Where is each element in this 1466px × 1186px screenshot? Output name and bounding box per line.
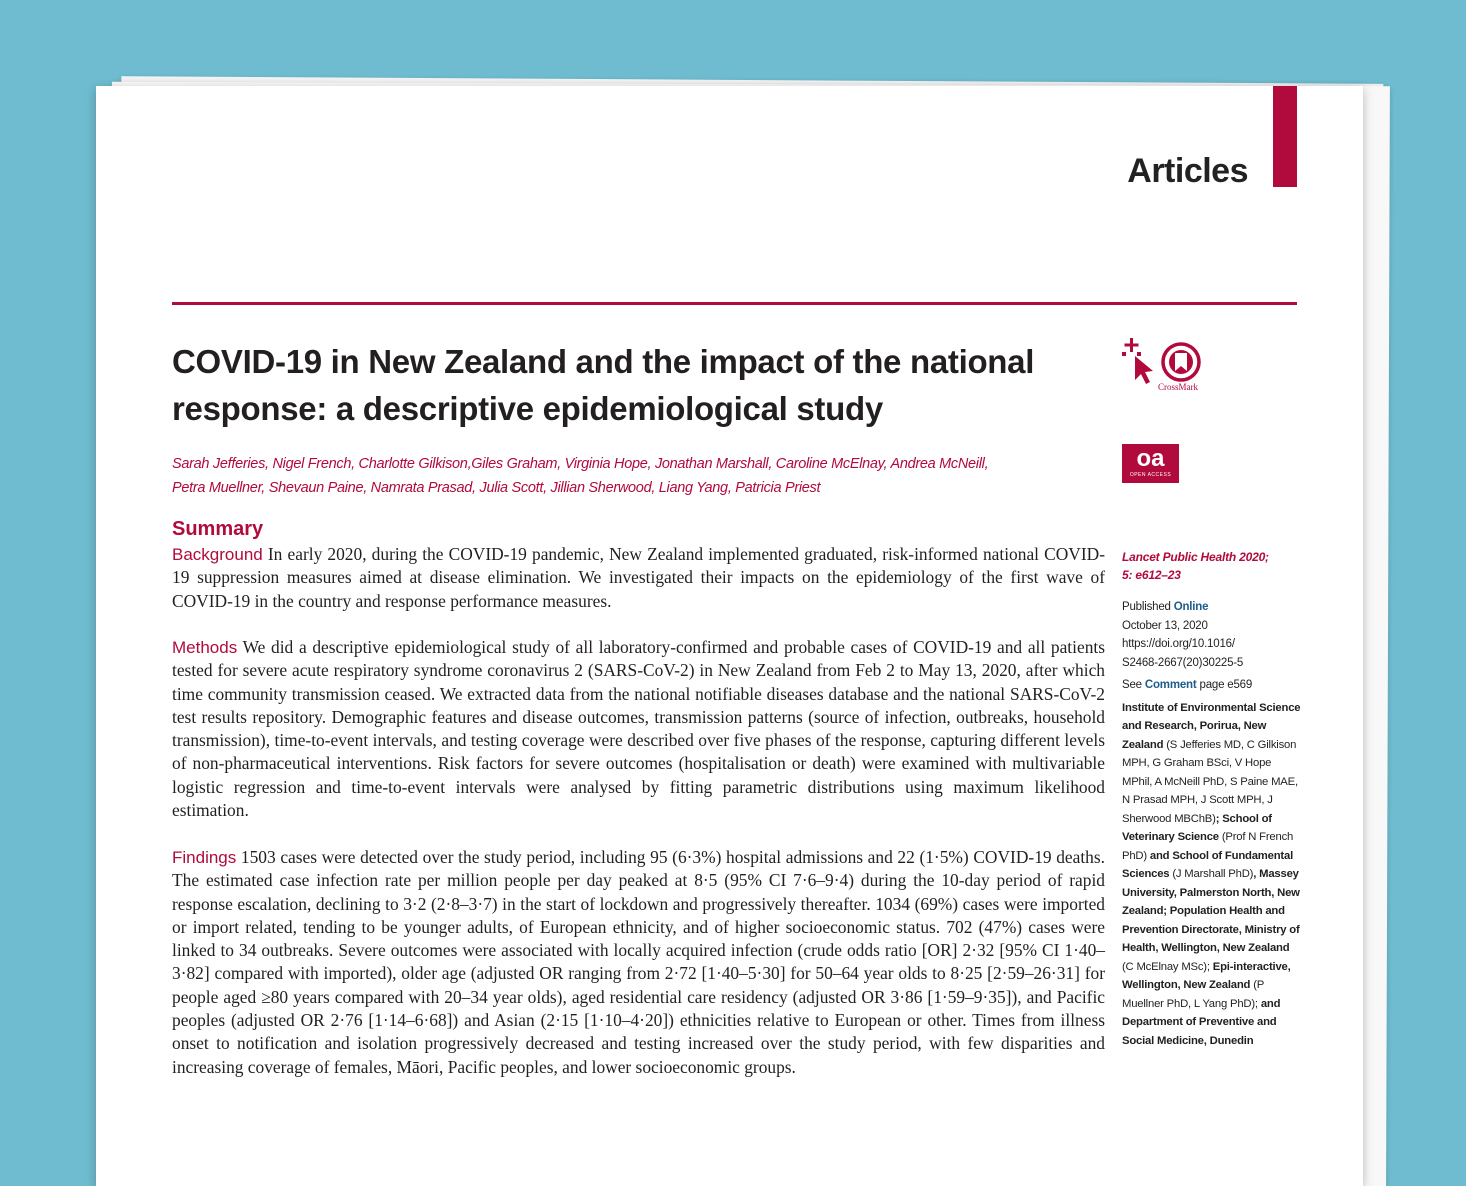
section-tab [1273,86,1297,187]
abstract-findings [172,846,1105,1079]
author-list [172,452,1072,500]
citation [1122,548,1302,584]
article-sidebar [1122,548,1302,1050]
authors-line-1: Sarah Jefferies, Nigel French, Charlotte Gilkison,Giles Graham, Virginia Hope, Jonathan Marshall, Caroline McElnay, Andrea McNeill, [172,456,989,472]
publication-info [1122,598,1302,672]
findings-text: 1503 cases were detected over the study period, including 95 (6·3%) hospital admissions and 22 (1·5%) COVID-19 deaths. The estimated case infection rate per million people per day peaked at 8·5 (95% CI 7·6–9·4) during the 10-day period of rapid response escalation, declining to 3·2 (2·8–3·7) in the start of lockdown and progressively thereafter. 1034 (69%) cases were imported or import related, tending to be younger adults, of European ethnicity, and of higher socioeconomic status. 702 (47%) cases were linked to 34 outbreaks. Severe outcomes were associated with locally acquired infection (crude odds ratio [OR] 2·32 [95% CI 1·40–3·82] compared with imported), older age (adjusted OR ranging from 2·72 [1·40–5·30] for 50–64 year olds to 8·25 [2·59–26·31] for people aged ≥80 years compared with 20–34 year olds), aged residential care residency (adjusted OR 3·86 [1·59–9·35]), and Pacific peoples (adjusted OR 2·76 [1·14–6·68]) and Asian (2·15 [1·10–4·20]) ethnicities relative to European or other. Times from illness onset to notification and isolation progressively decreased and testing increased over the study period, with few disparities and increasing coverage of females, Māori, Pacific peoples, and lower socioeconomic groups. [172,847,1105,1077]
published-prefix: Published [1122,601,1174,613]
methods-heading: Methods [172,638,238,657]
background-heading: Background [172,545,263,564]
oa-text: oa [1136,445,1165,472]
open-access-badge [1122,444,1179,483]
citation-volume: 5: e612–23 [1122,568,1181,582]
affiliations: Institute of Environmental Science and Research, Porirua, New Zealand (S Jefferies MD, C Gilkison MPH, G Graham BSci, V Hope MPhil, A McNeill PhD, S Paine MAE, N Prasad MPH, J Scott MPH, J Sherwood MBChB); School of Veterinary Science (Prof N French PhD) and School of Fundamental Sciences (J Marshall PhD), Massey University, Palmerston North, New Zealand; Population Health and Prevention Directorate, Ministry of Health, Wellington, New Zealand (C McElnay MSc); Epi-interactive, Wellington, New Zealand (P Muellner PhD, L Yang PhD); and Department of Preventive and Social Medicine, Dunedin [1122,701,1301,1047]
published-date: October 13, 2020 [1122,619,1208,632]
abstract-background [172,543,1105,613]
oa-subtext: OPEN ACCESS [1129,472,1172,478]
citation-journal: Lancet Public Health 2020; [1122,550,1269,564]
authors-line-2: Petra Muellner, Shevaun Paine, Namrata Prasad, Julia Scott, Jillian Sherwood, Liang Yang, Patricia Priest [172,480,821,496]
article-title: COVID-19 in New Zealand and the impact of the national response: a descriptive epidemiological study [172,343,1035,427]
published-line [1122,598,1302,617]
findings-heading: Findings [172,848,237,867]
comment-link[interactable]: Comment [1144,679,1197,691]
see-comment: See Comment page e569 [1122,679,1253,691]
summary-heading: Summary [172,518,264,540]
crossmark-label: CrossMark [1158,382,1198,392]
title-rule [172,302,1297,305]
published-online: Online [1173,601,1209,613]
doi-link[interactable]: https://doi.org/10.1016/ S2468-2667(20)30225-5 [1122,638,1244,669]
section-label: Articles [1127,152,1248,190]
methods-text: We did a descriptive epidemiological study of all laboratory-confirmed and probable cases of COVID-19 and all patients tested for severe acute respiratory syndrome coronavirus 2 (SARS-CoV-2) in New Zealand from Feb 2 to May 13, 2020, after which time community transmission ceased. We extracted data from the national notifiable diseases database and the national SARS-CoV-2 test results repository. Demographic features and disease outcomes, transmission patterns (source of infection, outbreaks, household transmission), time-to-event intervals, and testing coverage were described over five phases of the response, capturing different levels of non-pharmaceutical interventions. Risk factors for severe outcomes (hospitalisation or death) were examined with multivariable logistic regression and time-to-event intervals were analysed by fitting parametric distributions using maximum likelihood estimation. [172,637,1105,821]
background-text: In early 2020, during the COVID-19 pandemic, New Zealand implemented graduated, risk-informed national COVID-19 suppression measures aimed at disease elimination. We investigated their impacts on the epidemiology of the first wave of COVID-19 in the country and response performance measures. [172,544,1105,611]
abstract-methods [172,636,1105,822]
